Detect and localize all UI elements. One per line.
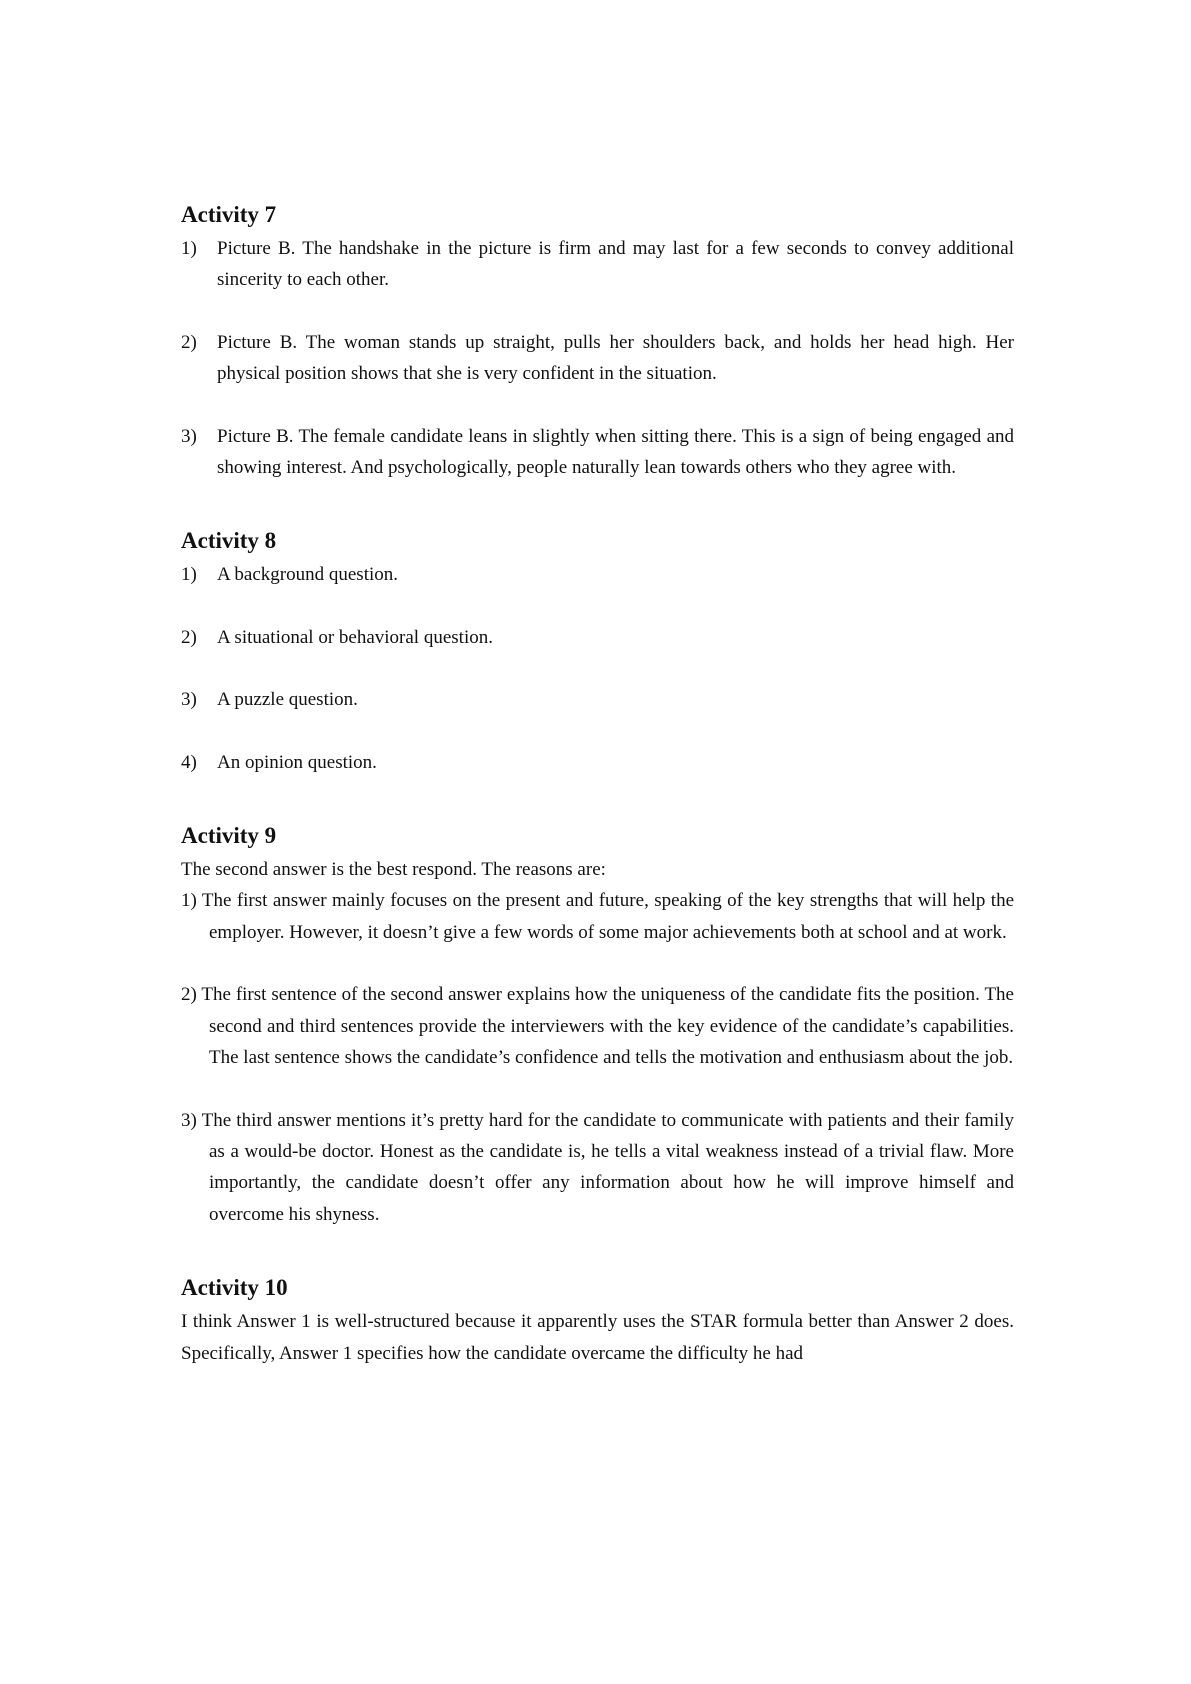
item-number: 1): [181, 564, 197, 586]
activity-9-intro: The second answer is the best respond. The reasons are:: [181, 859, 606, 881]
activity-8-item-4: [181, 747, 1014, 778]
item-number: 2): [181, 331, 197, 353]
activity-7-item-3: [181, 421, 1014, 484]
activity-7-item-1: [181, 233, 1014, 296]
activity-8-item-1: [181, 559, 1014, 590]
activity-9-item-2: 2) The first sentence of the second answer explains how the uniqueness of the candidate fits the position. The second and third sentences provide the interviewers with the key evidence of the candidate’s capabilities. The last sentence shows the candidate’s confidence and tells the motivation and enthusiasm about the job.: [181, 984, 1014, 1069]
item-text: Picture B. The female candidate leans in slightly when sitting there. This is a sign of being engaged and showing interest. And psychologically, people naturally lean towards others who they agree with.: [217, 425, 1014, 479]
item-number: 3): [181, 425, 197, 447]
activity-10-text: I think Answer 1 is well-structured because it apparently uses the STAR formula better than Answer 2 does. Specifically, Answer 1 specifies how the candidate overcame the difficulty he had: [181, 1311, 1014, 1364]
item-text: A background question.: [217, 564, 399, 586]
activity-7-item-2: [181, 327, 1014, 390]
item-number: 2): [181, 626, 197, 648]
item-text: A puzzle question.: [217, 689, 358, 711]
activity-10-heading: Activity 10: [181, 1275, 288, 1301]
item-text: A situational or behavioral question.: [217, 626, 493, 648]
item-number: 1): [181, 238, 197, 259]
activity-7-heading: Activity 7: [181, 202, 277, 227]
activity-9-heading: Activity 9: [181, 823, 277, 849]
item-number: 3): [181, 689, 197, 711]
activity-8-item-3: [181, 684, 1014, 715]
item-text: Picture B. The woman stands up straight, pulls her shoulders back, and holds her head high. Her physical position shows that she is very confident in the situation.: [217, 331, 1014, 385]
item-text: Picture B. The handshake in the picture is firm and may last for a few seconds to convey additional sincerity to each other.: [217, 238, 1014, 291]
activity-9-item-3: 3) The third answer mentions it’s pretty hard for the candidate to communicate with patients and their family as a would-be doctor. Honest as the candidate is, he tells a vital weakness instead of a trivial flaw. More importantly, the candidate doesn’t offer any information about how he will improve himself and overcome his shyness.: [181, 1109, 1014, 1225]
document-page: [181, 200, 1014, 1369]
activity-8-item-2: [181, 622, 1014, 653]
item-number: 4): [181, 751, 197, 773]
item-text: An opinion question.: [217, 751, 377, 773]
activity-8-heading: Activity 8: [181, 528, 277, 554]
activity-9-item-1: 1) The first answer mainly focuses on the present and future, speaking of the key strengths that will help the employer. However, it doesn’t give a few words of some major achievements both at school and at work.: [181, 890, 1014, 943]
